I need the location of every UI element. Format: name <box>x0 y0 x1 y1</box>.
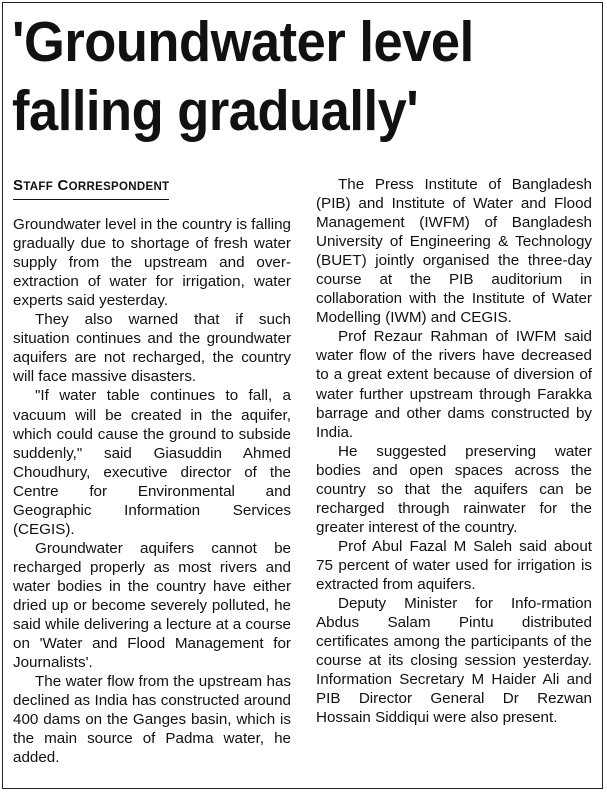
headline-line-1: 'Groundwater level <box>12 10 474 74</box>
paragraph: Groundwater aquifers cannot be recharged properly as most rivers and water bodies in the country have either dried up or become severely polluted, he said while delivering a lecture at a course on 'Water and Flood Management for Journalists'. <box>13 539 291 672</box>
right-column <box>316 170 592 727</box>
paragraph: Prof Abul Fazal M Saleh said about 75 percent of water used for irrigation is extracted from aquifers. <box>316 537 592 593</box>
paragraph: Groundwater level in the country is falling gradually due to shortage of fresh water supply from the upstream and over-extraction of water for irrigation, water experts said yesterday. <box>13 216 291 310</box>
left-column <box>13 170 291 767</box>
paragraph: The Press Institute of Bangladesh (PIB) and Institute of Water and Flood Management (IWFM) of Bangladesh University of Engineering & Technology (BUET) jointly organised the three-day course at the PIB auditorium in collaboration with the Institute of Water Modelling (IWM) and CEGIS. <box>316 176 592 327</box>
byline-rest-2: ORRESPONDENT <box>68 181 170 193</box>
paragraph: "If water table continues to fall, a vacuum will be created in the aquifer, which could cause the ground to subside suddenly," said Giasuddin Ahmed Choudhury, executive director of the Centre for Environmental and Geographic Information Services (CEGIS). <box>13 387 291 538</box>
byline-rest-1: TAFF <box>23 181 54 193</box>
headline-line-2: falling gradually' <box>12 79 419 143</box>
byline-initial-1: S <box>13 177 24 194</box>
paragraph: He suggested preserving water bodies and open spaces across the country so that the aquifers can be recharged through rainwater for the greater interest of the country. <box>316 442 592 536</box>
byline-initial-2: C <box>57 177 69 194</box>
headline <box>12 8 555 146</box>
byline <box>13 176 169 200</box>
paragraph: Prof Rezaur Rahman of IWFM said water flow of the rivers have decreased to a great extent because of diversion of water further upstream through Farakka barrage and other dams constructed by India. <box>316 328 592 441</box>
paragraph: The water flow from the upstream has declined as India has constructed around 400 dams on the Ganges basin, which is the main source of Padma water, he added. <box>13 673 291 767</box>
paragraph: They also warned that if such situation continues and the groundwater aquifers are not recharged, the country will face massive disasters. <box>13 311 291 386</box>
paragraph: Deputy Minister for Info-rmation Abdus Salam Pintu distributed certificates among the participants of the course at its closing session yesterday. Information Secretary M Haider Ali and PIB Director General Dr Rezwan Hossain Siddiqui were also present. <box>316 595 592 727</box>
